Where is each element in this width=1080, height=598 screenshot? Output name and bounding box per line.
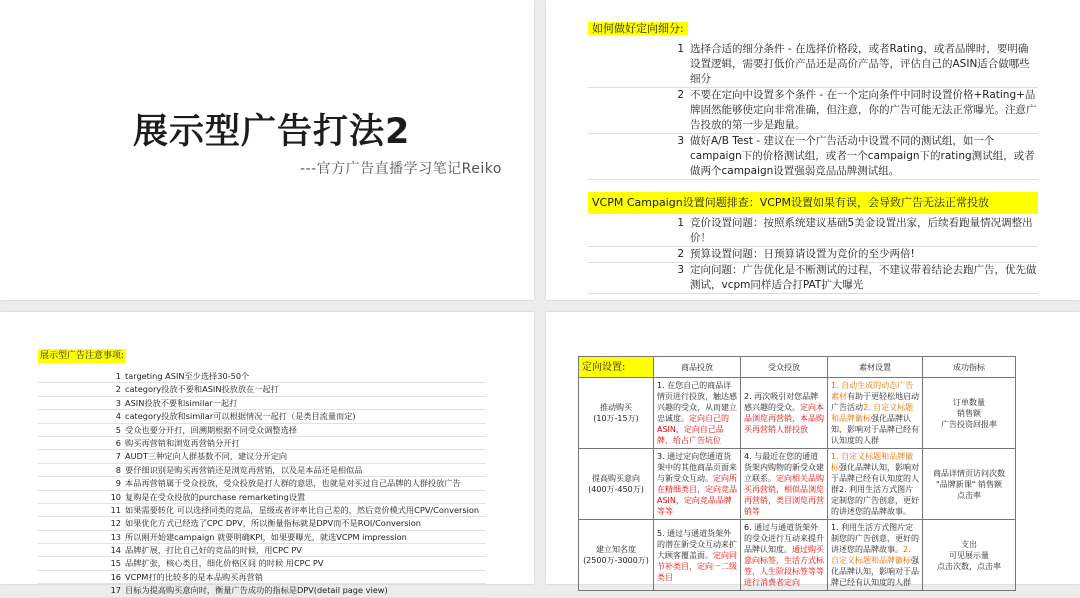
- product-highlight: 定向所在精细类目，定向竞品ASIN，定向竞品品牌等等: [657, 474, 737, 516]
- note-number: 6: [115, 437, 121, 448]
- header-material: 素材设置: [828, 357, 923, 378]
- note-text: ASIN投放不要和similar一起打: [125, 397, 238, 408]
- product-cell: [654, 449, 741, 520]
- deck-subtitle: ---官方广告直播学习笔记Reiko: [300, 161, 502, 177]
- note-number: 4: [115, 411, 121, 422]
- tip-row: [588, 42, 1038, 88]
- material-text: 强化品牌认知，影响对于品牌已经有认知度的人群: [831, 463, 919, 494]
- audience-cell: [741, 449, 828, 520]
- tip-row: [588, 216, 1038, 247]
- note-number: 17: [110, 585, 121, 596]
- note-row: [38, 504, 486, 517]
- note-number: 12: [110, 518, 121, 529]
- deck-title: 展示型广告打法2: [133, 112, 411, 152]
- tip-row: [588, 263, 1038, 294]
- audience-text: 6. 通过与通道货架外的受众进行互动来提升品牌认知度。: [744, 523, 824, 554]
- audience-highlight: 定向本品浏览再营销，本品购买再营销人群投放: [744, 403, 824, 434]
- note-text: 如果优化方式已经选了CPC DPV，所以衡量指标就是DPV而不是ROI/Conversion: [125, 518, 421, 529]
- note-row: [38, 584, 486, 597]
- header-metric: 成功指标: [923, 357, 1016, 378]
- note-row: [38, 383, 486, 396]
- material-text: 强化品牌认知，影响对于品牌已经有认知度的人群: [831, 414, 919, 445]
- note-number: 5: [115, 424, 121, 435]
- note-number: 1: [115, 371, 121, 381]
- product-cell: [654, 520, 741, 591]
- header-audience: 受众投放: [741, 357, 828, 378]
- targeting-table: [578, 356, 1016, 591]
- material-text: 有助于更轻松地启动广告活动: [831, 392, 919, 412]
- row-label: 提高购买意向 (400万-450万): [579, 449, 654, 520]
- note-number: 10: [110, 491, 121, 502]
- note-text: 所以刚开始建campaign 就要明确KPI，如果要曝光，就选VCPM impression: [125, 531, 407, 542]
- material-cell: [828, 520, 923, 591]
- note-row: [38, 424, 486, 437]
- slide-targeting-table[interactable]: [546, 312, 1080, 587]
- material-text: 1. 自动生成的动态广告素材: [831, 381, 914, 401]
- metric-cell: 订单数量 销售额 广告投资回报率: [923, 378, 1016, 449]
- tip-number: 2: [677, 89, 684, 101]
- notes-heading: 展示型广告注意事项:: [40, 351, 125, 361]
- tip-row: [588, 88, 1038, 134]
- note-text: 购买再营销和浏览再营销分开打: [125, 437, 240, 448]
- metric-cell: 支出 可见展示量 点击次数，点击率: [923, 520, 1016, 591]
- note-row: [38, 450, 486, 463]
- note-text: targeting ASIN至少选择30-50个: [125, 371, 250, 381]
- tip-number: 3: [677, 264, 684, 276]
- note-text: AUDT三种定向人群基数不同，建议分开定向: [125, 451, 288, 462]
- note-number: 11: [110, 504, 121, 515]
- note-number: 3: [115, 397, 121, 408]
- note-text: 如果需要转化 可以选择同类的竞品，星级或者评率比自己差的，然后竞价模式用CPV/Conversion: [125, 504, 480, 515]
- tip-number: 1: [677, 43, 684, 55]
- note-text: category投放不要和ASIN投放放在一起打: [125, 384, 279, 395]
- section1-list: [588, 42, 1038, 180]
- note-text: category投放和similar可以根据情况一起打（是类目流量而定): [125, 411, 356, 422]
- material-cell: [828, 449, 923, 520]
- slide-notes[interactable]: [0, 312, 534, 596]
- tip-number: 3: [677, 135, 684, 147]
- note-text: 本品再营销属于受众投放，受众投放是打人群的意思，也就是对买过自己品牌的人群投放广告: [125, 478, 461, 489]
- note-row: [38, 437, 486, 450]
- note-row: [38, 397, 486, 410]
- material-text: 2. 自定义标题和品牌徽标: [831, 545, 911, 565]
- metric-cell: 商品详情页访问次数 "品牌新课" 销售额 点击率: [923, 449, 1016, 520]
- product-cell: [654, 378, 741, 449]
- note-row: [38, 464, 486, 477]
- note-text: 受众也要分开打，回溯期根据不同受众调整选择: [125, 424, 297, 435]
- material-cell: [828, 378, 923, 449]
- audience-text: 4. 与最近在您的通道货架内购物的新受众建立联系。: [744, 452, 824, 483]
- note-number: 14: [110, 545, 121, 556]
- note-row: [38, 557, 486, 570]
- tip-text: 不要在定向中设置多个条件 - 在一个定向条件中同时设置价格+Rating+品牌固然能够使定向非常准确，但注意，你的广告可能无法正常曝光。注意广告投放的第一步是跑量。: [690, 89, 1037, 131]
- row-label: 推动购买 (10万-15万): [579, 378, 654, 449]
- notes-list: [38, 370, 486, 598]
- note-number: 13: [110, 531, 121, 542]
- note-number: 9: [115, 478, 121, 489]
- row-label: 建立知名度 (2500万-3000万): [579, 520, 654, 591]
- product-text: 1. 在您自己的商品详情页进行投放，触达感兴趣的受众，从而建立忠诚度。: [657, 381, 737, 423]
- material-text: 2. 自定义标题和品牌徽标: [831, 403, 914, 423]
- audience-highlight: 定向相关品购买再营销，相似品浏览再营销，类目浏览再营销等: [744, 474, 824, 516]
- note-row: [38, 477, 486, 490]
- product-text: 5. 通过与通道货架外的潜在新受众互动来扩大顾客覆盖面。: [657, 528, 737, 560]
- product-highlight: 定向同节补类目，定向一二级类目: [657, 550, 737, 582]
- audience-cell: [741, 520, 828, 591]
- audience-text: 2. 再次吸引对您品牌感兴趣的受众。: [744, 392, 819, 412]
- audience-highlight: 通过购买意向标签，生活方式标签，人生阶段标签等等进行消费者定向: [744, 545, 824, 587]
- note-text: 要仔细识别是购买再营销还是浏览再营销，以及是本品还是相似品: [125, 464, 363, 475]
- tip-text: 选择合适的细分条件 - 在选择价格段，或者Rating，或者品牌时，要明确设置逻辑，需要打低价产品还是高价产品等，评估自己的ASIN适合做哪些细分: [690, 43, 1030, 85]
- tip-row: [588, 247, 1038, 263]
- table-row: [579, 449, 1016, 520]
- material-text: 强化品牌认知，影响对于品牌已经有认知度的人群: [831, 556, 919, 587]
- table-row: [579, 378, 1016, 449]
- audience-cell: [741, 378, 828, 449]
- tip-number: 2: [677, 248, 684, 260]
- note-text: 目标为提高购买意向时，衡量广告成功的指标是DPV(detail page view): [125, 585, 388, 596]
- material-text: 2. 利用生活方式图片定制您的广告创意，更好的讲述您的品牌故事。: [831, 485, 919, 516]
- note-text: 品牌扩张，核心类目，细化价格区间 的时候 用CPC PV: [125, 558, 324, 569]
- note-row: [38, 531, 486, 544]
- note-text: 品牌扩展，打比自己好的竞品的时候，用CPC PV: [125, 545, 302, 556]
- slide-targeting-tips[interactable]: [546, 0, 1080, 300]
- header-product: 商品投放: [654, 357, 741, 378]
- tip-text: 预算设置问题：日预算请设置为竞价的至少两倍!: [690, 248, 915, 260]
- note-number: 15: [110, 558, 121, 569]
- note-number: 16: [110, 571, 121, 582]
- tip-row: [588, 134, 1038, 180]
- section2-list: [588, 216, 1038, 294]
- note-row: [38, 544, 486, 557]
- tip-number: 1: [677, 217, 684, 229]
- note-row: [38, 410, 486, 423]
- product-text: 3. 通过定向您通道货架中的其他商品页面来与新受众互动。: [657, 452, 737, 483]
- table-row: [579, 520, 1016, 591]
- note-number: 2: [115, 384, 121, 395]
- note-number: 7: [115, 451, 121, 462]
- tip-text: 竞价设置问题：按照系统建议基础5美金设置出家，后续看跑量情况调整出价！: [690, 217, 1033, 244]
- material-text: 1. 自定义标题和品牌徽标: [831, 452, 914, 472]
- tips-table: [588, 18, 1038, 294]
- note-row: [38, 571, 486, 584]
- tip-text: 定向问题：广告优化是不断测试的过程，不建议带着结论去跑广告，优先做测试，vcpm同样适合打PAT扩大曝光: [690, 264, 1037, 291]
- section1-heading: 如何做好定向细分:: [588, 18, 1038, 40]
- material-text: 1. 利用生活方式图片定制您的广告创意，更好的讲述您的品牌故事。: [831, 523, 919, 554]
- tip-text: 做好A/B Test - 建议在一个广告活动中设置不同的测试组，如一个campaign下的价格测试组，或者一个campaign下的rating测试组，或者做两个campaign设置强弱竞品品牌测试组。: [690, 135, 1035, 177]
- product-highlight: 定向自己的ASIN，定向自己品牌，给占广告坑位: [657, 414, 729, 445]
- note-row: [38, 517, 486, 530]
- slide-title[interactable]: [0, 0, 534, 300]
- section2-heading: VCPM Campaign设置问题排查：VCPM设置如果有误，会导致广告无法正常投放: [588, 192, 1038, 214]
- note-row: [38, 491, 486, 504]
- note-number: 8: [115, 464, 121, 475]
- note-row: [38, 370, 486, 383]
- header-targeting: 定向设置:: [579, 357, 654, 378]
- note-text: 复购是在受众投放的purchase remarketing设置: [125, 491, 306, 502]
- note-text: VCPM打的比较多的是本品购买再营销: [125, 571, 263, 582]
